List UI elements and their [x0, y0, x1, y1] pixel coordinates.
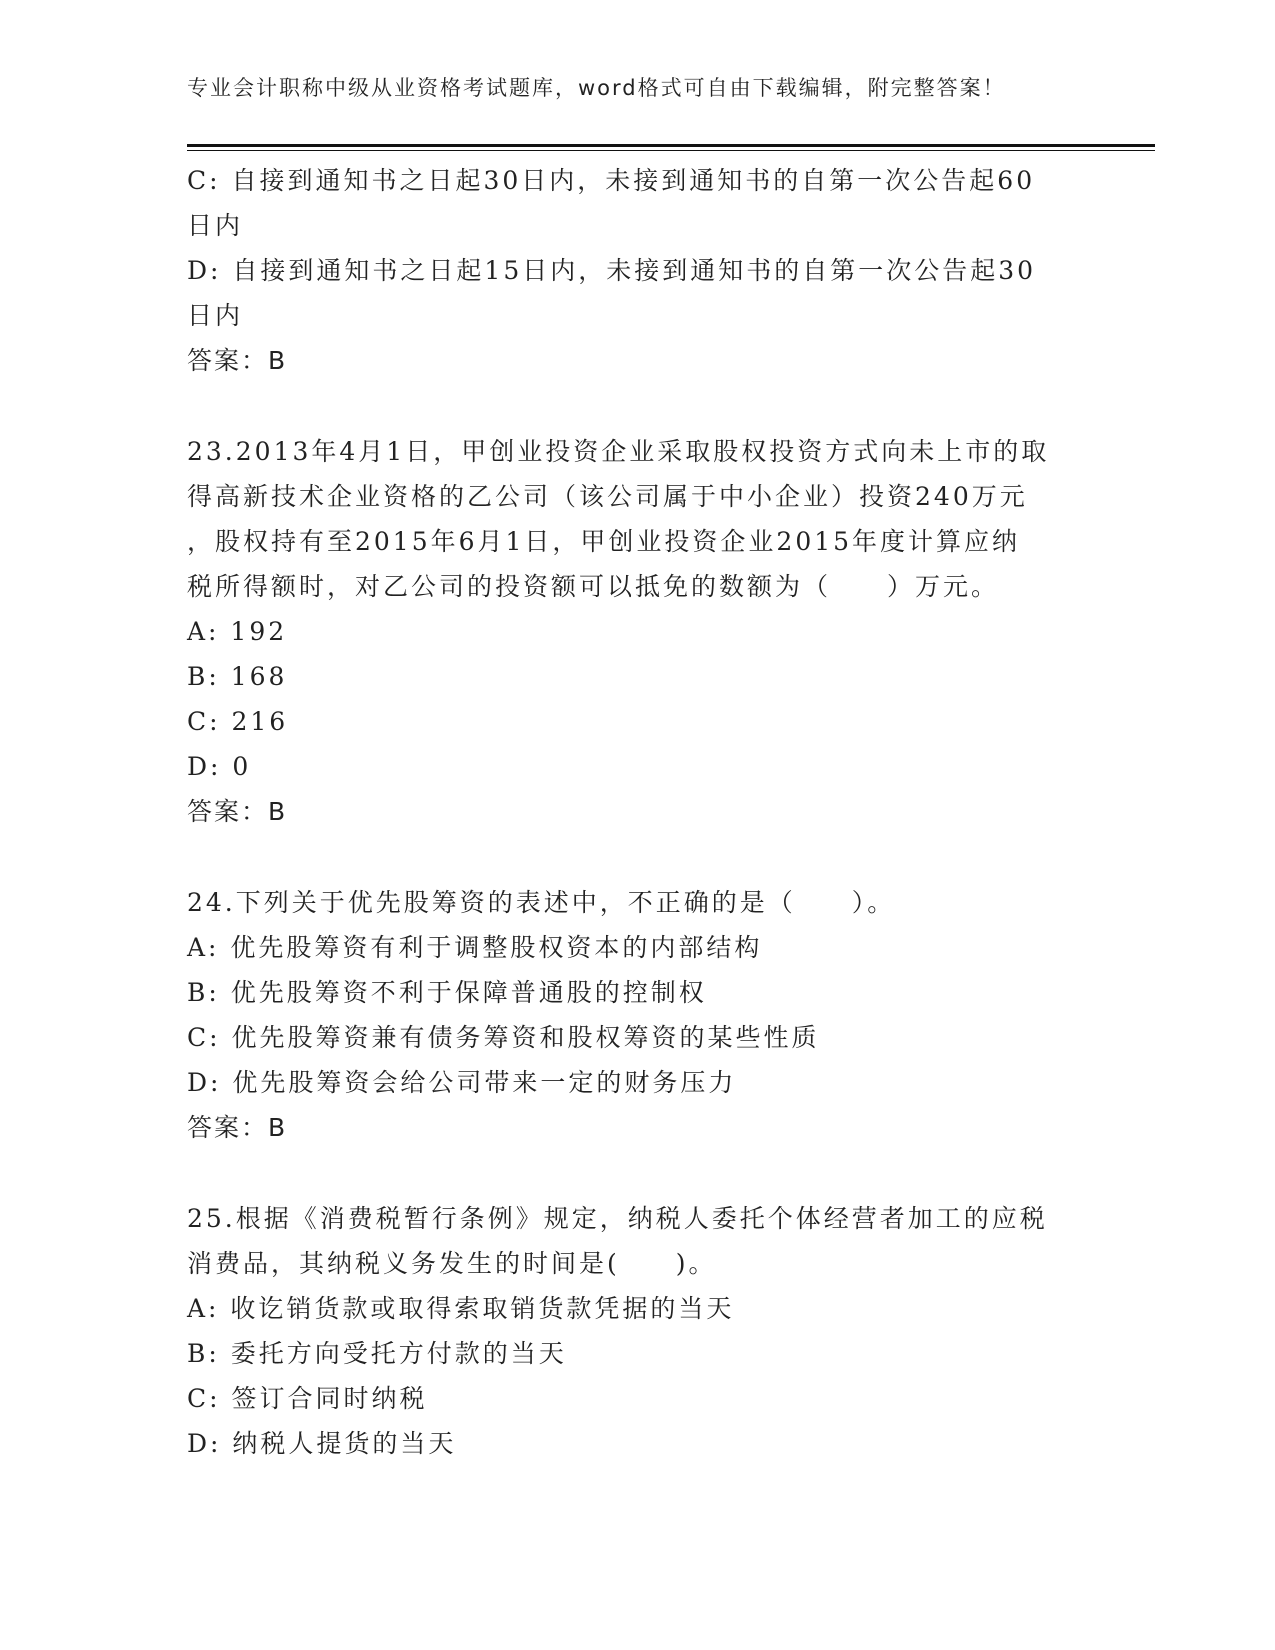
option-c: C: 216	[187, 707, 289, 736]
option-a: A: 优先股筹资有利于调整股权资本的内部结构	[187, 933, 763, 962]
question-23	[187, 429, 1087, 834]
question-text: ，股权持有至2015年6月1日，甲创业投资企业2015年度计算应纳	[187, 527, 1021, 556]
option-b: B: 委托方向受托方付款的当天	[187, 1339, 567, 1368]
question-text: 消费品，其纳税义务发生的时间是( )。	[187, 1249, 717, 1278]
question-text: 23.2013年4月1日，甲创业投资企业采取股权投资方式向未上市的取	[187, 437, 1050, 466]
option-d: D: 优先股筹资会给公司带来一定的财务压力	[187, 1068, 737, 1097]
header-rule-thick	[187, 144, 1155, 147]
option-a: A: 192	[187, 617, 288, 646]
question-24	[187, 880, 1087, 1150]
page-header: 专业会计职称中级从业资格考试题库，word格式可自由下载编辑，附完整答案！	[187, 76, 1006, 100]
question-text: 24.下列关于优先股筹资的表述中，不正确的是（ ）。	[187, 888, 896, 917]
question-text: 25.根据《消费税暂行条例》规定，纳税人委托个体经营者加工的应税	[187, 1204, 1048, 1233]
option-c: C: 自接到通知书之日起30日内，未接到通知书的自第一次公告起60	[187, 166, 1036, 195]
option-c: C: 优先股筹资兼有债务筹资和股权筹资的某些性质	[187, 1023, 820, 1052]
option-d: D: 0	[187, 752, 252, 781]
option-b: B: 优先股筹资不利于保障普通股的控制权	[187, 978, 707, 1007]
option-d: D: 纳税人提货的当天	[187, 1429, 457, 1458]
question-text: 税所得额时，对乙公司的投资额可以抵免的数额为（ ）万元。	[187, 572, 1000, 601]
option-a: A: 收讫销货款或取得索取销货款凭据的当天	[187, 1294, 735, 1323]
answer: 答案：B	[187, 1113, 288, 1142]
question-text: 得高新技术企业资格的乙公司（该公司属于中小企业）投资240万元	[187, 482, 1028, 511]
question-22-tail	[187, 158, 1087, 383]
answer: 答案：B	[187, 797, 288, 826]
option-d-continued: 日内	[187, 301, 244, 330]
option-b: B: 168	[187, 662, 288, 691]
document-body	[187, 158, 1087, 1466]
option-c: C: 签订合同时纳税	[187, 1384, 428, 1413]
answer: 答案：B	[187, 346, 288, 375]
option-c-continued: 日内	[187, 211, 244, 240]
option-d: D: 自接到通知书之日起15日内，未接到通知书的自第一次公告起30	[187, 256, 1037, 285]
question-25	[187, 1196, 1087, 1466]
header-rule-thin	[187, 150, 1155, 151]
